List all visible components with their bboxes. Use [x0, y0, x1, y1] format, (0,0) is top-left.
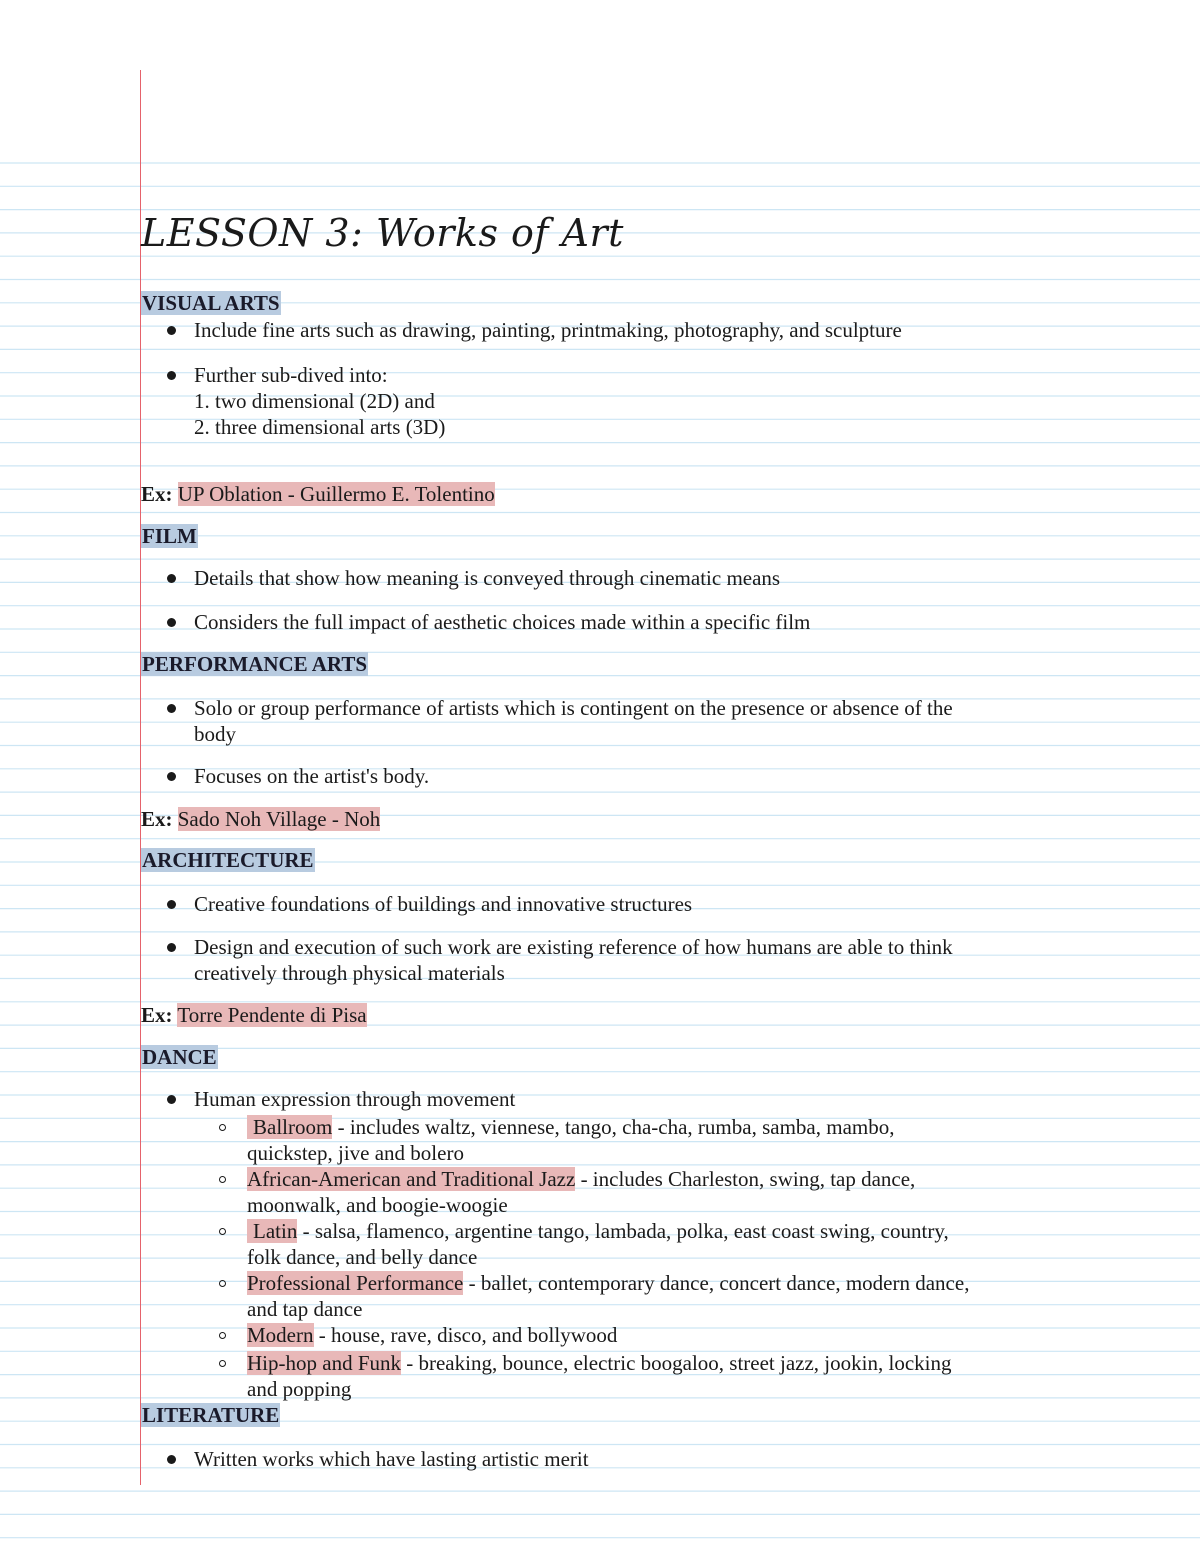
- dance-style-desc: - ballet, contemporary dance, concert dance, modern dance,: [463, 1271, 970, 1295]
- example-label: Ex:: [141, 482, 173, 506]
- example-value: Torre Pendente di Pisa: [177, 1003, 367, 1027]
- bullet-marker: [167, 704, 176, 713]
- bullet-marker: [167, 1455, 176, 1464]
- literature-bullet-1: Written works which have lasting artistic merit: [194, 1447, 589, 1471]
- example-value: Sado Noh Village - Noh: [177, 807, 381, 831]
- visual-arts-example: [141, 481, 495, 507]
- architecture-bullet-2-line-1: Design and execution of such work are existing reference of how humans are able to think: [194, 935, 953, 959]
- performance-arts-bullet-1-line-2: body: [194, 722, 236, 746]
- dance-style-term: Hip-hop and Funk: [247, 1351, 401, 1375]
- bullet-marker: [167, 618, 176, 627]
- bullet-marker: [167, 772, 176, 781]
- bullet-marker: [167, 1095, 176, 1104]
- dance-sub-item: [247, 1166, 1077, 1218]
- sub-bullet-marker: [219, 1280, 226, 1287]
- visual-arts-bullet-2-line-2: 1. two dimensional (2D) and: [194, 389, 435, 413]
- example-label: Ex:: [141, 807, 173, 831]
- dance-style-desc: - salsa, flamenco, argentine tango, lambada, polka, east coast swing, country,: [297, 1219, 949, 1243]
- film-bullet-1: Details that show how meaning is conveyed through cinematic means: [194, 566, 781, 590]
- dance-style-term: Professional Performance: [247, 1271, 464, 1295]
- heading-visual-arts: VISUAL ARTS: [142, 291, 280, 315]
- bullet-marker: [167, 326, 176, 335]
- dance-style-desc-cont: moonwalk, and boogie-woogie: [247, 1193, 508, 1217]
- performance-arts-bullet-1: [194, 695, 1074, 747]
- sub-bullet-marker: [219, 1124, 226, 1131]
- dance-sub-item: [247, 1218, 1077, 1270]
- page-title: LESSON 3: Works of Art: [141, 211, 624, 255]
- dance-style-desc: - breaking, bounce, electric boogaloo, street jazz, jookin, locking: [401, 1351, 952, 1375]
- dance-style-desc-cont: folk dance, and belly dance: [247, 1245, 478, 1269]
- dance-style-desc: - includes waltz, viennese, tango, cha-cha, rumba, samba, mambo,: [332, 1115, 895, 1139]
- dance-style-desc-cont: and popping: [247, 1377, 352, 1401]
- performance-arts-bullet-1-line-1: Solo or group performance of artists which is contingent on the presence or absence of the: [194, 696, 953, 720]
- bullet-marker: [167, 574, 176, 583]
- dance-sub-item: [247, 1114, 1077, 1166]
- bullet-marker: [167, 371, 176, 380]
- dance-style-term: African-American and Traditional Jazz: [247, 1167, 576, 1191]
- architecture-bullet-2-line-2: creatively through physical materials: [194, 961, 505, 985]
- dance-style-desc: - includes Charleston, swing, tap dance,: [575, 1167, 916, 1191]
- notebook-margin-line: [140, 70, 141, 1485]
- dance-sub-item: [247, 1350, 1077, 1402]
- example-value: UP Oblation - Guillermo E. Tolentino: [177, 482, 495, 506]
- visual-arts-bullet-2-line-1: Further sub-dived into:: [194, 363, 388, 387]
- dance-style-desc: - house, rave, disco, and bollywood: [313, 1323, 618, 1347]
- architecture-bullet-2: [194, 934, 1074, 986]
- sub-bullet-marker: [219, 1360, 226, 1367]
- bullet-marker: [167, 900, 176, 909]
- heading-performance-arts: PERFORMANCE ARTS: [142, 652, 368, 676]
- dance-sub-item: [247, 1270, 1077, 1322]
- film-bullet-2: Considers the full impact of aesthetic choices made within a specific film: [194, 610, 811, 634]
- sub-bullet-marker: [219, 1176, 226, 1183]
- visual-arts-bullet-2-line-3: 2. three dimensional arts (3D): [194, 415, 446, 439]
- heading-dance: DANCE: [142, 1045, 217, 1069]
- heading-literature: LITERATURE: [142, 1403, 280, 1427]
- performance-arts-bullet-2: Focuses on the artist's body.: [194, 764, 430, 788]
- dance-style-term: Modern: [247, 1323, 314, 1347]
- dance-style-term: Latin: [247, 1219, 297, 1243]
- dance-bullet-1: Human expression through movement: [194, 1087, 516, 1111]
- dance-style-term: Ballroom: [247, 1115, 332, 1139]
- visual-arts-bullet-2: [194, 362, 1074, 440]
- dance-sub-item: [247, 1322, 1077, 1348]
- heading-film: FILM: [142, 524, 197, 548]
- dance-style-desc-cont: and tap dance: [247, 1297, 363, 1321]
- heading-architecture: ARCHITECTURE: [142, 848, 314, 872]
- sub-bullet-marker: [219, 1332, 226, 1339]
- visual-arts-bullet-1: Include fine arts such as drawing, painting, printmaking, photography, and sculpture: [194, 318, 902, 342]
- architecture-bullet-1: Creative foundations of buildings and innovative structures: [194, 892, 693, 916]
- dance-style-desc-cont: quickstep, jive and bolero: [247, 1141, 464, 1165]
- performance-arts-example: [141, 806, 380, 832]
- bullet-marker: [167, 943, 176, 952]
- architecture-example: [141, 1002, 367, 1028]
- sub-bullet-marker: [219, 1228, 226, 1235]
- example-label: Ex:: [141, 1003, 173, 1027]
